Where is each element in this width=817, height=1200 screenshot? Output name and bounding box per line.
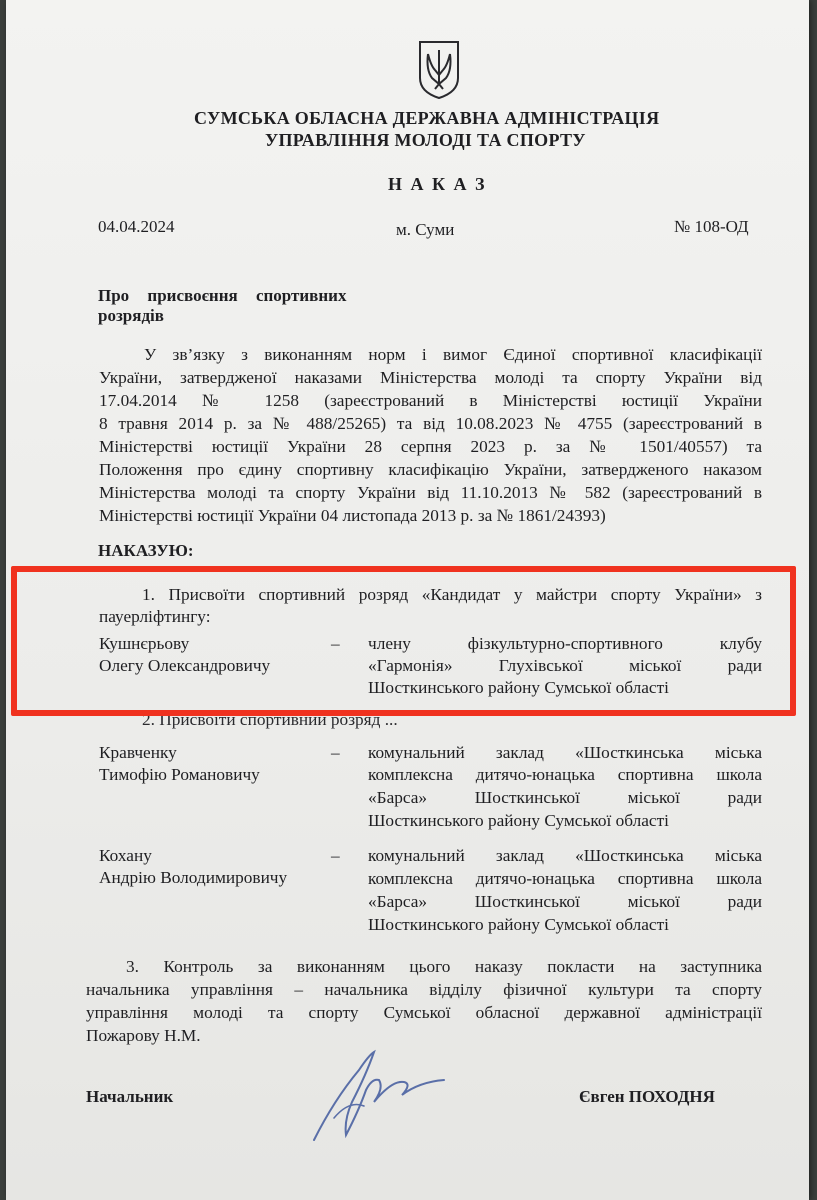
person-surname: Кушнєрьову bbox=[99, 634, 190, 653]
person-desc-line: Шосткинського району Сумської області bbox=[368, 915, 669, 934]
document-page bbox=[6, 0, 809, 1200]
preamble-line: Міністерстві юстиції України 28 серпня 2023 р. за № 1501/40557) та bbox=[99, 437, 762, 456]
person-surname: Кравченку bbox=[99, 743, 177, 762]
doc-city: м. Суми bbox=[396, 220, 455, 239]
preamble-line: Міністерстві юстиції України 04 листопада 2013 р. за № 1861/24393) bbox=[99, 506, 606, 525]
item3-line: начальника управління – начальника відділу фізичної культури та спорту bbox=[86, 980, 762, 999]
person-dash: – bbox=[331, 634, 340, 653]
doc-number: № 108-ОД bbox=[674, 217, 749, 236]
item1-line1: 1. Присвоїти спортивний розряд «Кандидат у майстри спорту України» з bbox=[142, 585, 762, 604]
person-desc-line: «Барса» Шосткинської міської ради bbox=[368, 892, 762, 911]
person-dash: – bbox=[331, 743, 340, 762]
preamble-line: Міністерства молоді та спорту України від 11.10.2013 № 582 (зареєстрований в bbox=[99, 483, 762, 502]
org-name-line1: СУМСЬКА ОБЛАСНА ДЕРЖАВНА АДМІНІСТРАЦІЯ bbox=[194, 108, 660, 128]
order-word: НАКАЗУЮ: bbox=[98, 541, 194, 560]
person-desc-line: «Гармонія» Глухівської міської ради bbox=[368, 656, 762, 675]
doc-date: 04.04.2024 bbox=[98, 217, 175, 236]
person-names: Тимофію Романовичу bbox=[99, 765, 260, 784]
signer-title: Начальник bbox=[86, 1087, 174, 1106]
doc-type-title: Н А К А З bbox=[388, 174, 487, 194]
subject-line1: Про присвоєння спортивних bbox=[98, 286, 347, 305]
person-desc-line: «Барса» Шосткинської міської ради bbox=[368, 788, 762, 807]
item3-line: 3. Контроль за виконанням цього наказу покласти на заступника bbox=[126, 957, 762, 976]
item2-line1: 2. Присвоїти спортивний розряд ... bbox=[142, 710, 398, 729]
person-desc-line: комунальний заклад «Шосткинська міська bbox=[368, 846, 762, 865]
person-desc-line: комплексна дитячо-юнацька спортивна школа bbox=[368, 765, 762, 784]
subject-line2: розрядів bbox=[98, 306, 164, 325]
person-desc-line: Шосткинського району Сумської області bbox=[368, 811, 669, 830]
signer-name: Євген ПОХОДНЯ bbox=[579, 1087, 715, 1106]
person-names: Андрію Володимировичу bbox=[99, 868, 288, 887]
preamble-line: 8 травня 2014 р. за № 488/25265) та від 10.08.2023 № 4755 (зареєстрований в bbox=[99, 414, 762, 433]
preamble-line: України, затвердженої наказами Міністерства молоді та спорту України від bbox=[99, 368, 762, 387]
preamble-line: Положення про єдину спортивну класифікацію України, затвердженого наказом bbox=[99, 460, 762, 479]
trident-icon bbox=[417, 40, 461, 100]
preamble-line: 17.04.2014 № 1258 (зареєстрований в Міністерстві юстиції України bbox=[99, 391, 762, 410]
item3-line: управління молоді та спорту Сумської обласної державної адміністрації bbox=[86, 1003, 762, 1022]
person-desc-line: члену фізкультурно-спортивного клубу bbox=[368, 634, 762, 653]
item1-line2: пауерліфтингу: bbox=[99, 607, 211, 626]
org-name-line2: УПРАВЛІННЯ МОЛОДІ ТА СПОРТУ bbox=[265, 130, 586, 150]
person-desc-line: Шосткинського району Сумської області bbox=[368, 678, 669, 697]
person-surname: Кохану bbox=[99, 846, 152, 865]
person-desc-line: комунальний заклад «Шосткинська міська bbox=[368, 743, 762, 762]
handwritten-signature-icon bbox=[304, 1040, 454, 1150]
person-desc-line: комплексна дитячо-юнацька спортивна школа bbox=[368, 869, 762, 888]
item3-line: Пожарову Н.М. bbox=[86, 1026, 201, 1045]
person-dash: – bbox=[331, 846, 340, 865]
person-names: Олегу Олександровичу bbox=[99, 656, 271, 675]
preamble-line: У зв’язку з виконанням норм і вимог Єдиної спортивної класифікації bbox=[144, 345, 762, 364]
